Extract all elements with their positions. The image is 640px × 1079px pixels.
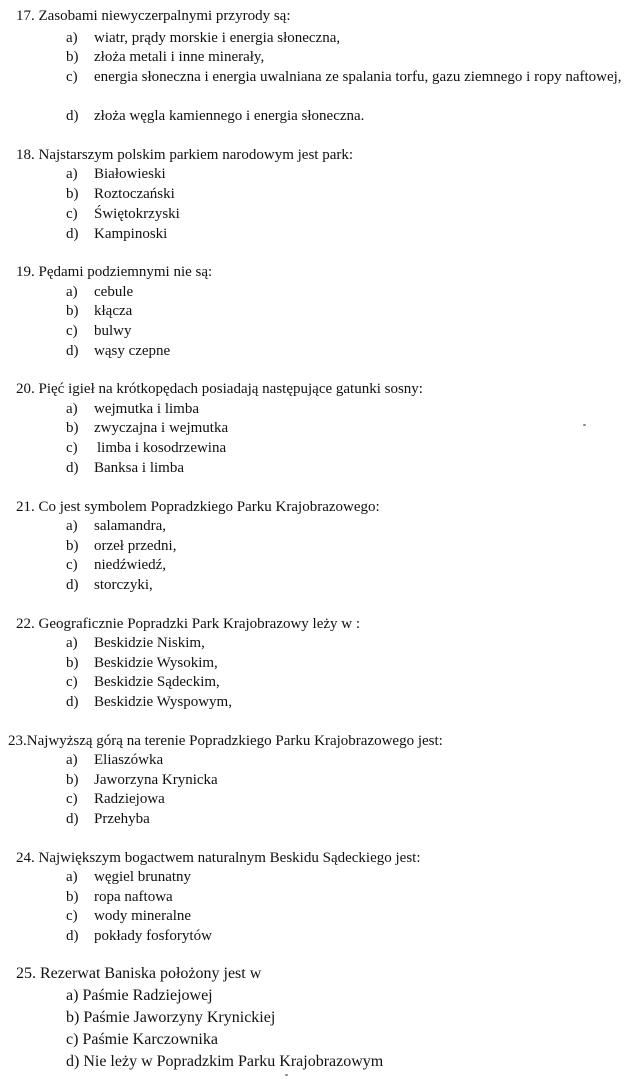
option-letter: a) [66, 635, 78, 651]
question-text [16, 848, 421, 868]
option-text: Radziejowa [94, 791, 165, 807]
option-letter: a) [66, 284, 78, 300]
question-text [16, 6, 291, 26]
question-number: 17. [16, 8, 35, 24]
option-text: storczyki, [94, 577, 153, 593]
option-text: Białowieski [94, 166, 166, 182]
option-letter: c) [66, 440, 78, 456]
option-letter: b) [66, 49, 79, 65]
option-text: orzeł przedni, [94, 538, 177, 554]
option-letter: a) [66, 869, 78, 885]
question-text [16, 963, 261, 984]
question-prompt: Rezerwat Baniska położony jest w [40, 965, 262, 982]
question-number: 24. [16, 850, 35, 866]
option-letter: a) [66, 30, 78, 46]
option-letter: d) [66, 928, 79, 944]
option-letter: a) [66, 752, 78, 768]
option-a [66, 633, 205, 653]
option-a [66, 867, 191, 887]
option-a [66, 750, 163, 770]
option-text: kłącza [94, 303, 133, 319]
option-b [66, 887, 173, 907]
option-b [66, 301, 132, 321]
option-letter: d) [66, 226, 79, 242]
option-c [66, 789, 165, 809]
option-letter: a) [66, 401, 78, 417]
option-text: złoża węgla kamiennego i energia słoneczna. [94, 108, 365, 124]
option-text: Beskidzie Niskim, [94, 635, 205, 651]
option-b [66, 1007, 275, 1028]
option-a [66, 516, 166, 536]
option-text: Eliaszówka [94, 752, 164, 768]
option-d [66, 458, 184, 478]
option-d [66, 106, 364, 126]
question-prompt: Pędami podziemnymi nie są: [38, 264, 213, 280]
question-text [16, 145, 353, 165]
option-a [66, 282, 133, 302]
option-letter: b) [66, 538, 79, 554]
option-a [66, 399, 199, 419]
question-text [16, 262, 212, 282]
option-text: Beskidzie Wysokim, [94, 655, 218, 671]
option-d [66, 926, 212, 946]
option-text: Jaworzyna Krynicka [94, 772, 218, 788]
option-letter: b) [66, 303, 79, 319]
option-letter: d) [66, 1053, 80, 1070]
option-letter: d) [66, 694, 79, 710]
question-number: 25. [16, 965, 36, 982]
option-letter: b) [66, 655, 79, 671]
question-prompt: Co jest symbolem Popradzkiego Parku Krajobrazowego: [38, 499, 380, 515]
option-text: Paśmie Jaworzyny Krynickiej [83, 1009, 276, 1026]
question-text [16, 497, 380, 517]
question-number: 23. [8, 733, 27, 749]
question-prompt: Najstarszym polskim parkiem narodowym jest park: [38, 147, 354, 163]
option-letter: d) [66, 811, 79, 827]
question-number: 19. [16, 264, 35, 280]
option-text: energia słoneczna i energia uwalniana ze spalania torfu, gazu ziemnego i ropy naftowej, [94, 69, 622, 85]
option-letter: d) [66, 108, 79, 124]
option-text: zwyczajna i wejmutka [94, 420, 229, 436]
option-letter: b) [66, 186, 79, 202]
option-text: Przehyba [94, 811, 150, 827]
option-letter: c) [66, 1031, 79, 1048]
option-c [66, 321, 132, 341]
option-d [66, 1051, 383, 1072]
scan-speck [583, 424, 586, 426]
option-letter: c) [66, 557, 78, 573]
option-text: Kampinoski [94, 226, 168, 242]
option-b [66, 770, 218, 790]
option-text: Roztoczański [94, 186, 175, 202]
question-text [8, 731, 443, 751]
option-letter: a) [66, 518, 78, 534]
option-letter: c) [66, 69, 78, 85]
option-letter: c) [66, 206, 78, 222]
option-a [66, 164, 166, 184]
option-a [66, 28, 340, 48]
option-letter: d) [66, 343, 79, 359]
option-letter: c) [66, 791, 78, 807]
option-b [66, 536, 176, 556]
question-prompt: Geograficznie Popradzki Park Krajobrazowy leży w : [38, 616, 361, 632]
scan-speck [285, 1074, 288, 1076]
option-text: limba i kosodrzewina [97, 440, 227, 456]
option-letter: c) [66, 323, 78, 339]
option-c [66, 204, 180, 224]
option-text: wiatr, prądy morskie i energia słoneczna, [94, 30, 341, 46]
option-text: wąsy czepne [94, 343, 171, 359]
question-text [16, 614, 360, 634]
option-d [66, 341, 170, 361]
option-text: złoża metali i inne minerały, [94, 49, 265, 65]
option-text: Świętokrzyski [94, 206, 180, 222]
question-number: 21. [16, 499, 35, 515]
option-d [66, 692, 232, 712]
question-number: 22. [16, 616, 35, 632]
option-c [66, 1029, 218, 1050]
option-a [66, 985, 213, 1006]
option-d [66, 224, 167, 244]
question-prompt: Największym bogactwem naturalnym Beskidu Sądeckiego jest: [38, 850, 421, 866]
option-b [66, 418, 228, 438]
option-c [66, 672, 220, 692]
option-text: wejmutka i limba [94, 401, 199, 417]
question-number: 18. [16, 147, 35, 163]
option-text: cebule [94, 284, 134, 300]
option-text: pokłady fosforytów [94, 928, 212, 944]
option-c [66, 67, 634, 87]
option-letter: a) [66, 166, 78, 182]
option-letter: d) [66, 460, 79, 476]
option-letter: b) [66, 1009, 80, 1026]
option-c [66, 906, 191, 926]
option-text: węgiel brunatny [94, 869, 192, 885]
option-letter: b) [66, 772, 79, 788]
option-letter: c) [66, 908, 78, 924]
option-text: salamandra, [94, 518, 167, 534]
question-prompt: Pięć igieł na krótkopędach posiadają następujące gatunki sosny: [38, 381, 423, 397]
option-text: Beskidzie Wyspowym, [94, 694, 232, 710]
option-c [66, 438, 226, 458]
option-b [66, 184, 175, 204]
question-prompt: Zasobami niewyczerpalnymi przyrody są: [38, 8, 291, 24]
option-text: ropa naftowa [94, 889, 173, 905]
option-letter: a) [66, 987, 79, 1004]
option-text: Paśmie Radziejowej [82, 987, 213, 1004]
option-letter: b) [66, 420, 79, 436]
option-d [66, 575, 153, 595]
option-d [66, 809, 150, 829]
option-text: Nie leży w Popradzkim Parku Krajobrazowym [83, 1053, 384, 1070]
option-letter: c) [66, 674, 78, 690]
option-text: wody mineralne [94, 908, 192, 924]
option-b [66, 653, 218, 673]
question-prompt: Najwyższą górą na terenie Popradzkiego Parku Krajobrazowego jest: [26, 733, 443, 749]
question-number: 20. [16, 381, 35, 397]
option-text: bulwy [94, 323, 132, 339]
option-text: Banksa i limba [94, 460, 184, 476]
option-letter: d) [66, 577, 79, 593]
option-letter: b) [66, 889, 79, 905]
option-text: Beskidzie Sądeckim, [94, 674, 220, 690]
option-text: niedźwiedź, [94, 557, 167, 573]
question-text [16, 379, 423, 399]
option-text: Paśmie Karczownika [82, 1031, 218, 1048]
option-b [66, 47, 264, 67]
option-c [66, 555, 166, 575]
